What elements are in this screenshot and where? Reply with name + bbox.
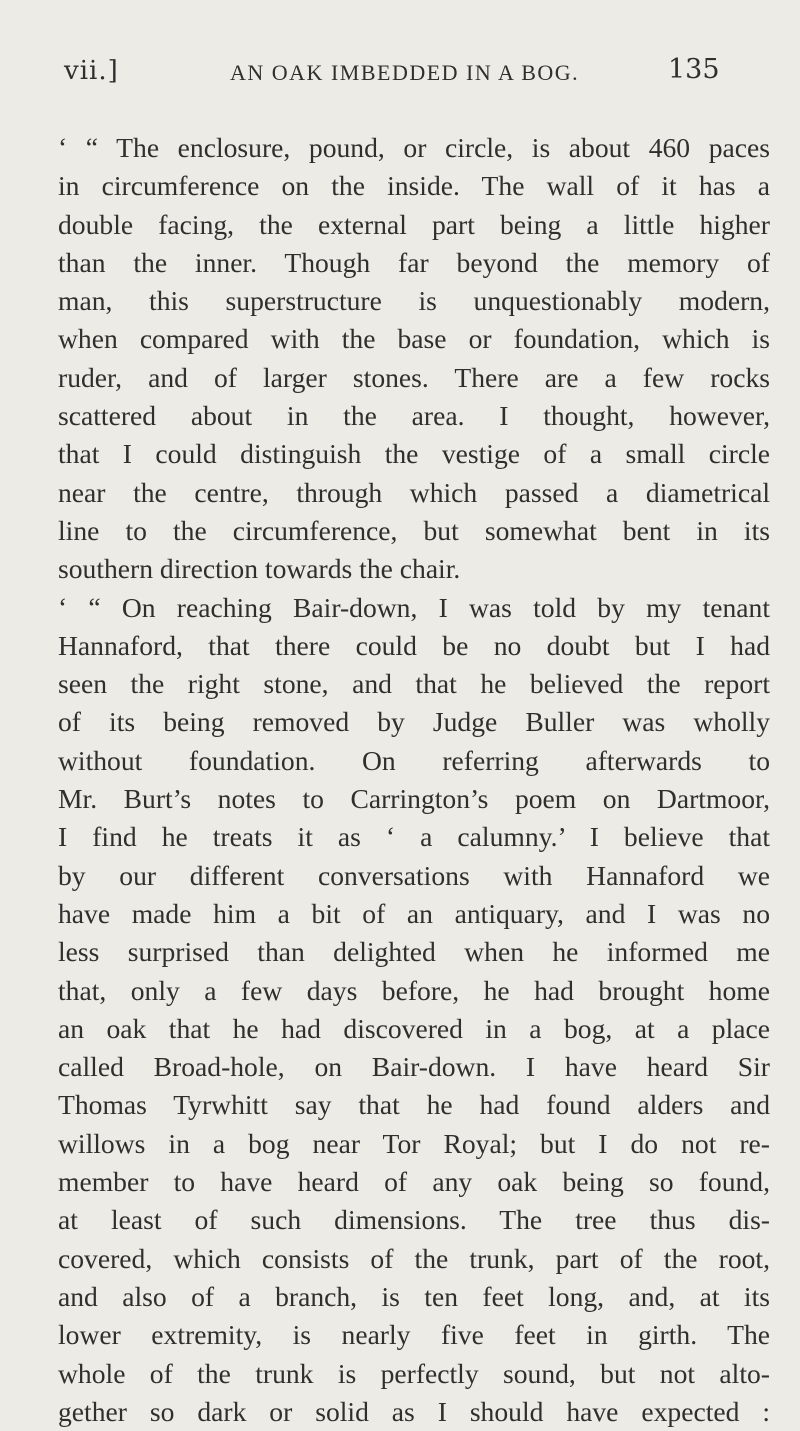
text-line: than the inner. Though far beyond the memory of (58, 246, 770, 278)
text-line: southern direction towards the chair. (58, 553, 461, 585)
text-line: that, only a few days before, he had brought home (58, 974, 770, 1006)
text-line: willows in a bog near Tor Royal; but I do not re- (58, 1127, 770, 1159)
text-line: member to have heard of any oak being so found, (58, 1166, 770, 1198)
text-line: double facing, the external part being a little higher (58, 208, 770, 240)
text-line: lower extremity, is nearly five feet in girth. The (58, 1319, 770, 1351)
text-line: ruder, and of larger stones. There are a few rocks (58, 361, 770, 393)
text-line: called Broad-hole, on Bair-down. I have heard Sir (58, 1051, 770, 1083)
body-text (58, 129, 770, 1431)
text-line: I find he treats it as ‘ a calumny.’ I believe that (58, 821, 770, 853)
text-line: line to the circumference, but somewhat bent in its (58, 514, 770, 546)
text-line: man, this superstructure is unquestionably modern, (58, 285, 770, 317)
running-head (0, 0, 800, 120)
text-line: of its being removed by Judge Buller was wholly (58, 706, 770, 738)
text-line: have made him a bit of an antiquary, and I was no (58, 897, 770, 929)
text-line: in circumference on the inside. The wall of it has a (58, 170, 770, 202)
text-line: when compared with the base or foundation, which is (58, 323, 770, 355)
text-line: near the centre, through which passed a diametrical (58, 476, 770, 508)
text-line: ‘ “ The enclosure, pound, or circle, is about 460 paces (58, 132, 770, 163)
page-number: 135 (668, 54, 720, 85)
chapter-number: vii.] (64, 56, 119, 86)
text-line: Hannaford, that there could be no doubt but I had (58, 629, 770, 661)
text-line: that I could distinguish the vestige of a small circle (58, 438, 770, 470)
text-line: without foundation. On referring afterwards to (58, 744, 770, 776)
text-line: Mr. Burt’s notes to Carrington’s poem on Dartmoor, (58, 783, 770, 815)
text-line: ‘ “ On reaching Bair-down, I was told by my tenant (58, 591, 770, 623)
text-line: Thomas Tyrwhitt say that he had found alders and (58, 1089, 770, 1121)
text-line: whole of the trunk is perfectly sound, but not alto- (58, 1357, 770, 1389)
text-line: an oak that he had discovered in a bog, at a place (58, 1012, 770, 1044)
text-line: scattered about in the area. I thought, however, (58, 400, 770, 432)
text-line: less surprised than delighted when he informed me (58, 936, 770, 968)
text-line: by our different conversations with Hannaford we (58, 859, 770, 891)
text-line: and also of a branch, is ten feet long, and, at its (58, 1280, 770, 1312)
text-line: covered, which consists of the trunk, part of the root, (58, 1242, 770, 1274)
text-line: seen the right stone, and that he believed the report (58, 668, 770, 700)
text-line: at least of such dimensions. The tree thus dis- (58, 1204, 770, 1236)
running-title: AN OAK IMBEDDED IN A BOG. (230, 60, 580, 85)
text-line: gether so dark or solid as I should have expected : (58, 1395, 770, 1427)
